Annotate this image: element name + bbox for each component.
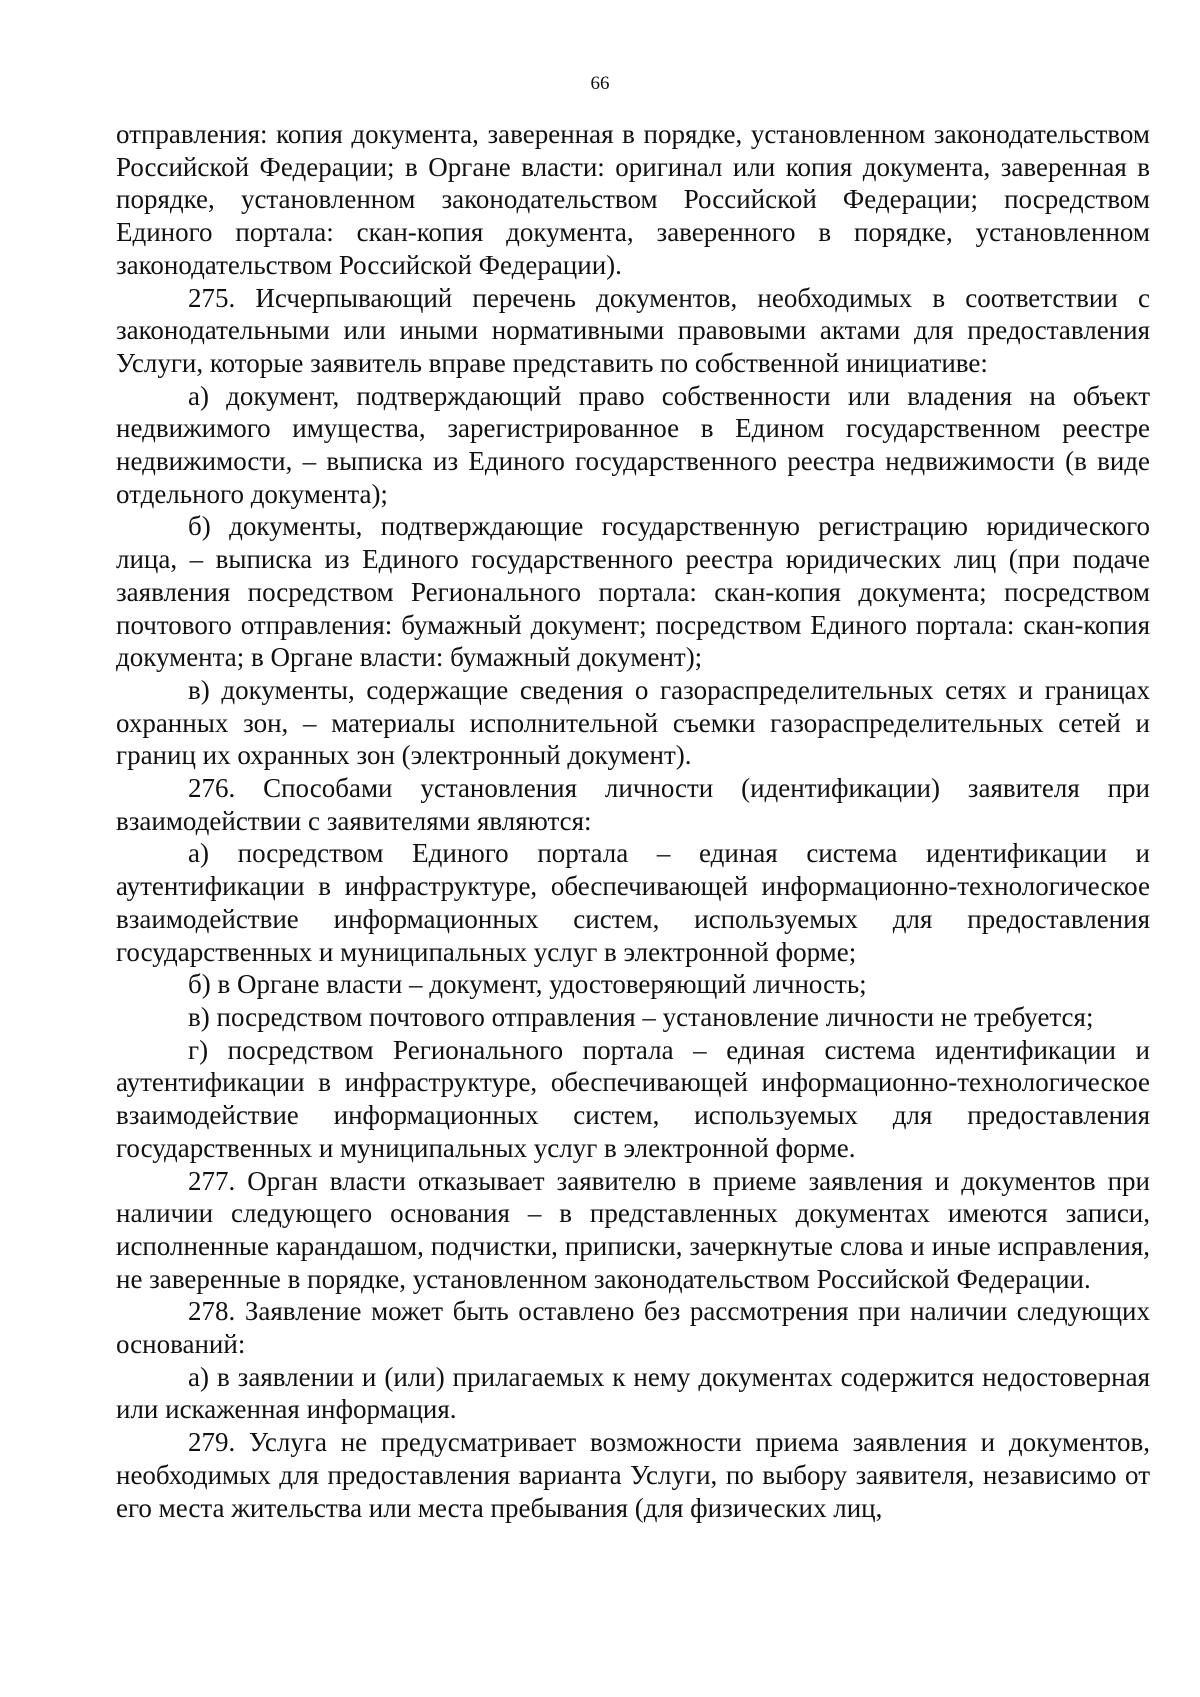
paragraph-275-a: а) документ, подтверждающий право собственности или владения на объект недвижимого имущества, зарегистрированное в Едином государственном реестре недвижимости, – выписка из Единого государственного реестра недвижимости (в виде отдельного документа); bbox=[116, 380, 1150, 509]
document-body bbox=[116, 118, 1150, 1524]
paragraph-275: 275. Исчерпывающий перечень документов, необходимых в соответствии с законодательными или иными нормативными правовыми актами для предоставления Услуги, которые заявитель вправе представить по собственной инициативе: bbox=[116, 282, 1150, 378]
paragraph-278-a: а) в заявлении и (или) прилагаемых к нему документах содержится недостоверная или искаженная информация. bbox=[116, 1361, 1150, 1425]
paragraph-continuation: отправления: копия документа, заверенная в порядке, установленном законодательством Российской Федерации; в Органе власти: оригинал или копия документа, заверенная в порядке, установленном законодательством Российской Федерации; посредством Единого портала: скан-копия документа, заверенного в порядке, установленном законодательством Российской Федерации). bbox=[116, 119, 1150, 280]
paragraph-279: 279. Услуга не предусматривает возможности приема заявления и документов, необходимых для предоставления варианта Услуги, по выбору заявителя, независимо от его места жительства или места пребывания (для физических лиц, bbox=[116, 1427, 1150, 1523]
paragraph-275-b: б) документы, подтверждающие государственную регистрацию юридического лица, – выписка из Единого государственного реестра юридических лиц (при подаче заявления посредством Регионального портала: скан-копия документа; посредством почтового отправления: бумажный документ; посредством Единого портала: скан-копия документа; в Органе власти: бумажный документ); bbox=[116, 511, 1150, 673]
page-number: 66 bbox=[590, 73, 610, 94]
paragraph-275-v: в) документы, содержащие сведения о газораспределительных сетях и границах охранных зон, – материалы исполнительной съемки газораспределительных сетей и границ их охранных зон (электронный документ). bbox=[116, 674, 1150, 771]
paragraph-276-a: а) посредством Единого портала – единая система идентификации и аутентификации в инфраструктуре, обеспечивающей информационно-технологическое взаимодействие информационных систем, используемых для предоставления государственных и муниципальных услуг в электронной форме; bbox=[116, 838, 1150, 967]
paragraph-276-g: г) посредством Регионального портала – единая система идентификации и аутентификации в инфраструктуре, обеспечивающей информационно-технологическое взаимодействие информационных систем, используемых для предоставления государственных и муниципальных услуг в электронной форме. bbox=[116, 1034, 1150, 1163]
paragraph-278: 278. Заявление может быть оставлено без рассмотрения при наличии следующих оснований: bbox=[116, 1296, 1150, 1360]
paragraph-277: 277. Орган власти отказывает заявителю в приеме заявления и документов при наличии следующего основания – в представленных документах имеются записи, исполненные карандашом, подчистки, приписки, зачеркнутые слова и иные исправления, не заверенные в порядке, установленном законодательством Российской Федерации. bbox=[116, 1165, 1150, 1294]
paragraph-276-b: б) в Органе власти – документ, удостоверяющий личность; bbox=[188, 969, 867, 1000]
paragraph-276-v: в) посредством почтового отправления – установление личности не требуется; bbox=[188, 1001, 1094, 1032]
paragraph-276: 276. Способами установления личности (идентификации) заявителя при взаимодействии с заявителями являются: bbox=[116, 773, 1150, 836]
